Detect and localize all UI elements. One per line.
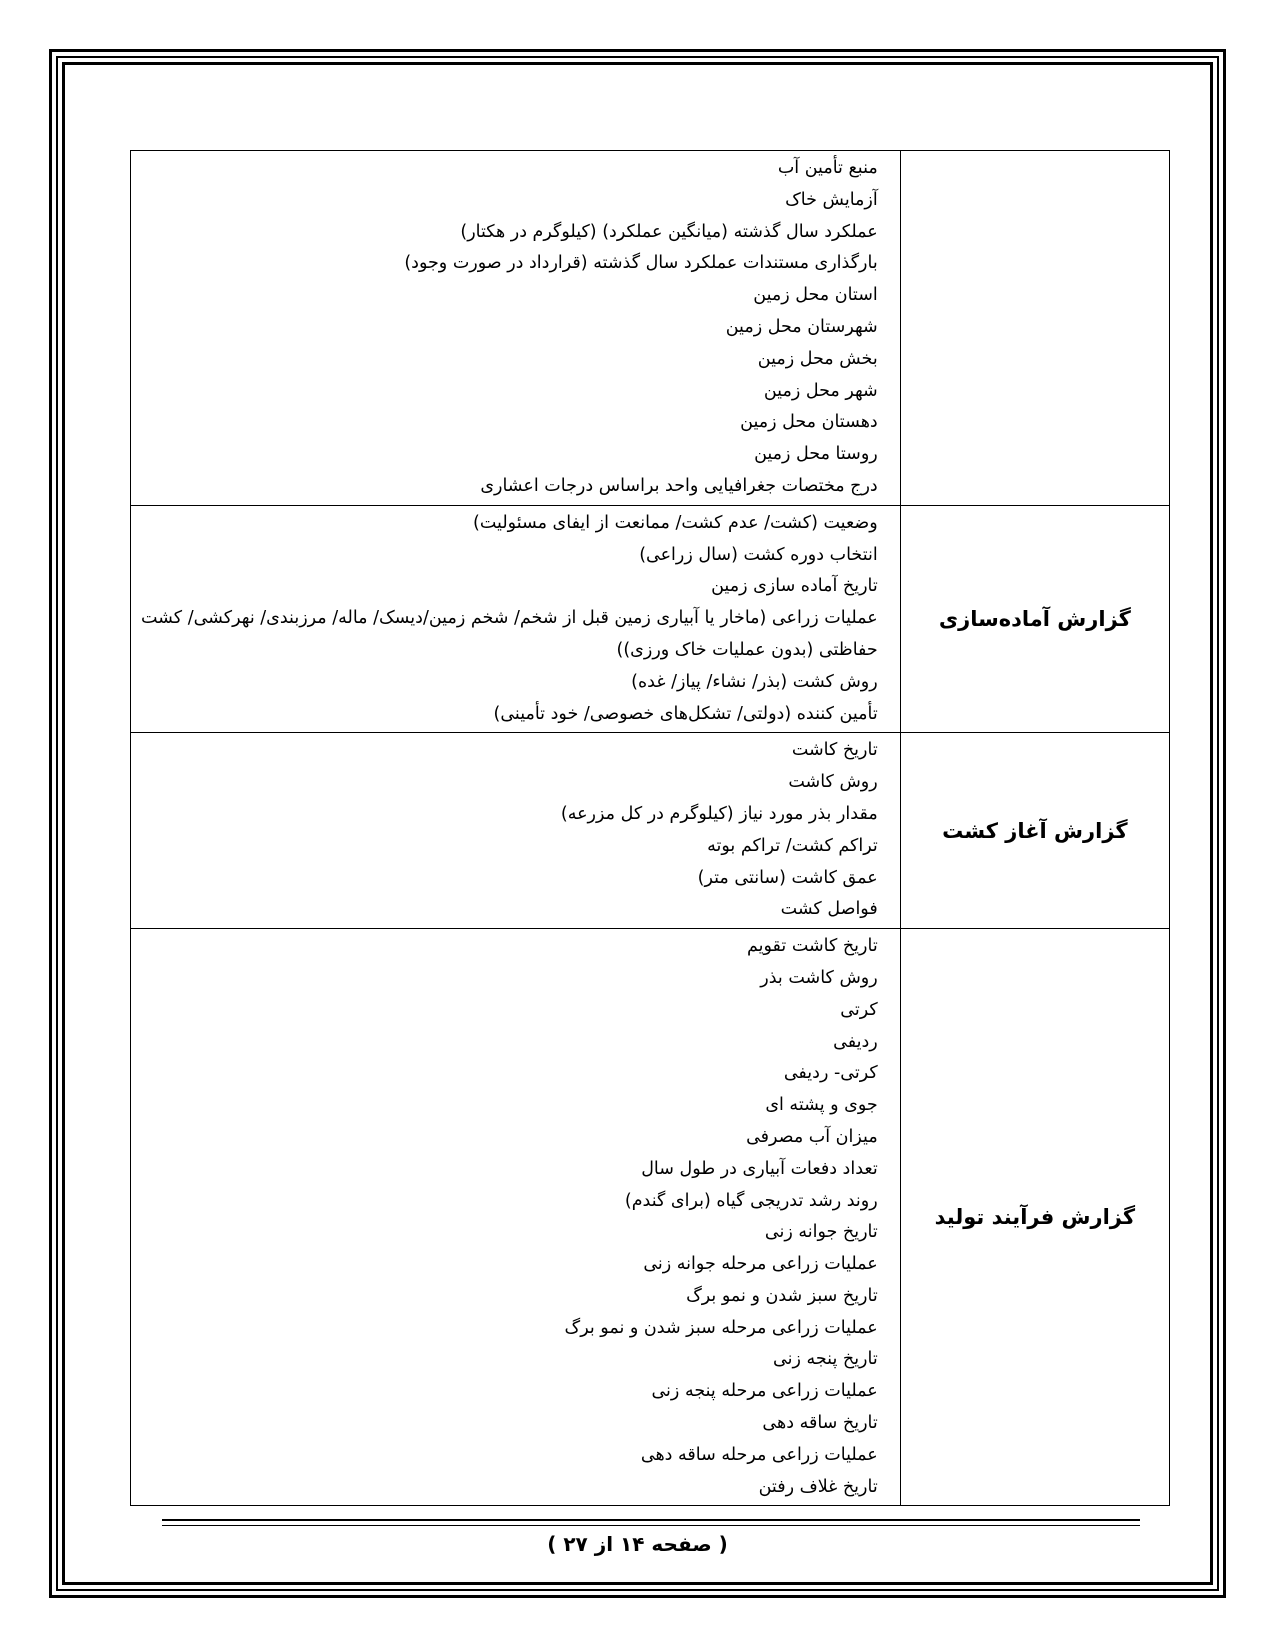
field-item: میزان آب مصرفی	[746, 1126, 878, 1147]
field-item: کرتی	[840, 999, 878, 1020]
field-item: تاریخ جوانه زنی	[764, 1222, 878, 1243]
table-row	[131, 929, 1170, 1506]
field-item: عملیات زراعی مرحله جوانه زنی	[643, 1254, 878, 1275]
field-item: شهر محل زمین	[763, 380, 878, 401]
field-item: روش کاشت بذر	[760, 967, 878, 988]
field-item: روش کشت (بذر/ نشاء/ پیاز/ غده)	[631, 671, 878, 692]
field-item: مقدار بذر مورد نیاز (کیلوگرم در کل مزرعه)	[560, 803, 878, 824]
report-fields-table	[130, 150, 1170, 1506]
field-item: استان محل زمین	[753, 285, 878, 306]
field-item: عملیات زراعی (ماخار یا آبیاری زمین قبل از شخم/ شخم زمین/دیسک/ ماله/ مرزبندی/ نهرکشی/ کشت	[141, 608, 878, 629]
section-title: گزارش آغاز کشت	[900, 733, 1169, 929]
field-list	[131, 151, 901, 506]
field-item: کرتی- ردیفی	[783, 1063, 878, 1084]
field-list	[131, 733, 901, 929]
field-item: تاریخ ساقه دهی	[762, 1413, 878, 1434]
field-item: آزمایش خاک	[785, 189, 878, 210]
footer-rule-thin	[162, 1525, 1140, 1526]
field-item: جوی و پشته ای	[765, 1095, 878, 1116]
page-number: ( صفحه ۱۴ از ۲۷ )	[547, 1532, 728, 1556]
field-item: انتخاب دوره کشت (سال زراعی)	[639, 544, 878, 565]
field-item: عملیات زراعی مرحله سبز شدن و نمو برگ	[564, 1317, 878, 1338]
field-item: تاریخ آماده سازی زمین	[711, 576, 878, 597]
field-item: دهستان محل زمین	[740, 412, 878, 433]
field-item: روند رشد تدریجی گیاه (برای گندم)	[624, 1190, 878, 1211]
table-row	[131, 151, 1170, 506]
field-item: تأمین کننده (دولتی/ تشکل‌های خصوصی/ خود تأمینی)	[493, 703, 878, 724]
section-title: گزارش فرآیند تولید	[900, 929, 1169, 1506]
field-list	[131, 505, 901, 733]
field-item: شهرستان محل زمین	[725, 316, 878, 337]
field-item: حفاظتی (بدون عملیات خاک ورزی))	[616, 639, 878, 660]
field-item: تاریخ کاشت	[791, 740, 878, 761]
field-item: تعداد دفعات آبیاری در طول سال	[641, 1158, 878, 1179]
field-item: درج مختصات جغرافیایی واحد براساس درجات اعشاری	[480, 475, 878, 496]
field-item: فواصل کشت	[780, 899, 878, 920]
field-item: ردیفی	[833, 1031, 878, 1052]
field-item: عملیات زراعی مرحله ساقه دهی	[640, 1444, 878, 1465]
field-item: تاریخ پنجه زنی	[773, 1349, 878, 1370]
table-row	[131, 505, 1170, 733]
field-item: تاریخ غلاف رفتن	[758, 1476, 878, 1497]
table-row	[131, 733, 1170, 929]
field-item: تاریخ سبز شدن و نمو برگ	[686, 1285, 878, 1306]
field-item: منبع تأمین آب	[777, 158, 878, 178]
field-item: تاریخ کاشت تقویم	[746, 936, 878, 957]
section-title	[900, 151, 1169, 506]
field-item: روستا محل زمین	[754, 444, 878, 465]
field-item: عملیات زراعی مرحله پنجه زنی	[651, 1381, 878, 1402]
field-item: عمق کاشت (سانتی متر)	[697, 867, 878, 888]
field-item: بارگذاری مستندات عملکرد سال گذشته (قرارداد در صورت وجود)	[404, 253, 878, 274]
report-fields-table-body	[131, 151, 1170, 1506]
field-item: وضعیت (کشت/ عدم کشت/ ممانعت از ایفای مسئولیت)	[473, 512, 878, 533]
field-item: عملکرد سال گذشته (میانگین عملکرد) (کیلوگرم در هکتار)	[460, 221, 878, 242]
field-list	[131, 929, 901, 1506]
field-item: روش کاشت	[788, 772, 878, 793]
footer-rule-thick	[162, 1519, 1140, 1521]
field-item: بخش محل زمین	[757, 348, 878, 369]
section-title: گزارش آماده‌سازی	[900, 505, 1169, 733]
field-item: تراکم کشت/ تراکم بوته	[707, 835, 878, 856]
